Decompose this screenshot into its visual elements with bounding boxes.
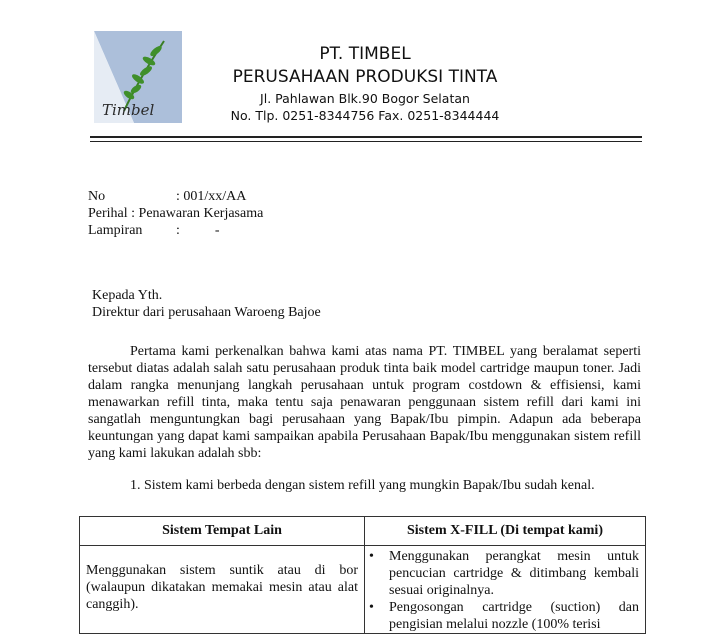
company-name: PT. TIMBEL [319,44,411,64]
table-cell-xfill [365,546,646,634]
table-header-other: Sistem Tempat Lain [80,517,365,546]
xfill-bullet-list [365,546,645,633]
company-subtitle: PERUSAHAAN PRODUKSI TINTA [232,67,498,87]
bullet-icon: • [369,549,374,564]
company-logo [94,31,182,123]
list-item-1: 1. Sistem kami berbeda dengan sistem refill yang mungkin Bapak/Ibu sudah kenal. [130,478,595,493]
logo-leaf-icon [94,31,182,123]
company-address: Jl. Pahlawan Blk.90 Bogor Selatan [260,91,470,106]
recipient-greeting: Kepada Yth. [92,288,163,303]
header-divider-thick [90,136,642,138]
company-contact: No. Tlp. 0251-8344756 Fax. 0251-8344444 [230,108,500,123]
bullet-icon: • [369,600,374,615]
letter-number [88,189,246,205]
header-divider-thin [90,141,642,142]
list-item: • Menggunakan perangkat mesin untuk pencucian cartridge & ditimbang kembali sesuai originalnya. [369,549,639,598]
letter-attachment [88,223,220,239]
recipient-name: Direktur dari perusahaan Waroeng Bajoe [92,305,321,320]
comparison-table [79,516,646,634]
table-row [80,546,646,634]
other-system-text: Menggunakan sistem suntik atau di bor (walaupun dikatakan memakai mesin atau alat canggih). [86,563,358,612]
letter-number-value: : 001/xx/AA [176,189,247,204]
letter-number-label: No [88,189,106,204]
table-cell-other [80,546,365,634]
table-header-xfill: Sistem X-FILL (Di tempat kami) [365,517,646,546]
attachment-value: : - [176,223,220,238]
letter-subject: Perihal : Penawaran Kerjasama [88,206,264,221]
table-header-row [80,517,646,546]
body-paragraph: Pertama kami perkenalkan bahwa kami atas nama PT. TIMBEL yang beralamat seperti tersebut diatas adalah salah satu perusahaan produk tinta baik model cartridge maupun toner. Jadi dalam rangka menunjang langkah perusahaan untuk program costdown & effisiensi, kami menawarkan refill tinta, maka tentu saja penawaran penggunaan sistem refill dari kami ini sangatlah menguntungkan bagi perusahaan yang Bapak/Ibu pimpin. Adapun ada beberapa keuntungan yang dapat kami sampaikan apabila Perusahaan Bapak/Ibu menggunakan sistem refill yang kami lakukan adalah sbb: [88,344,641,461]
list-item: • Pengosongan cartridge (suction) dan pengisian melalui nozzle (100% terisi [369,600,639,632]
svg-text:Timbel: Timbel [102,101,155,119]
attachment-label: Lampiran [88,223,143,238]
